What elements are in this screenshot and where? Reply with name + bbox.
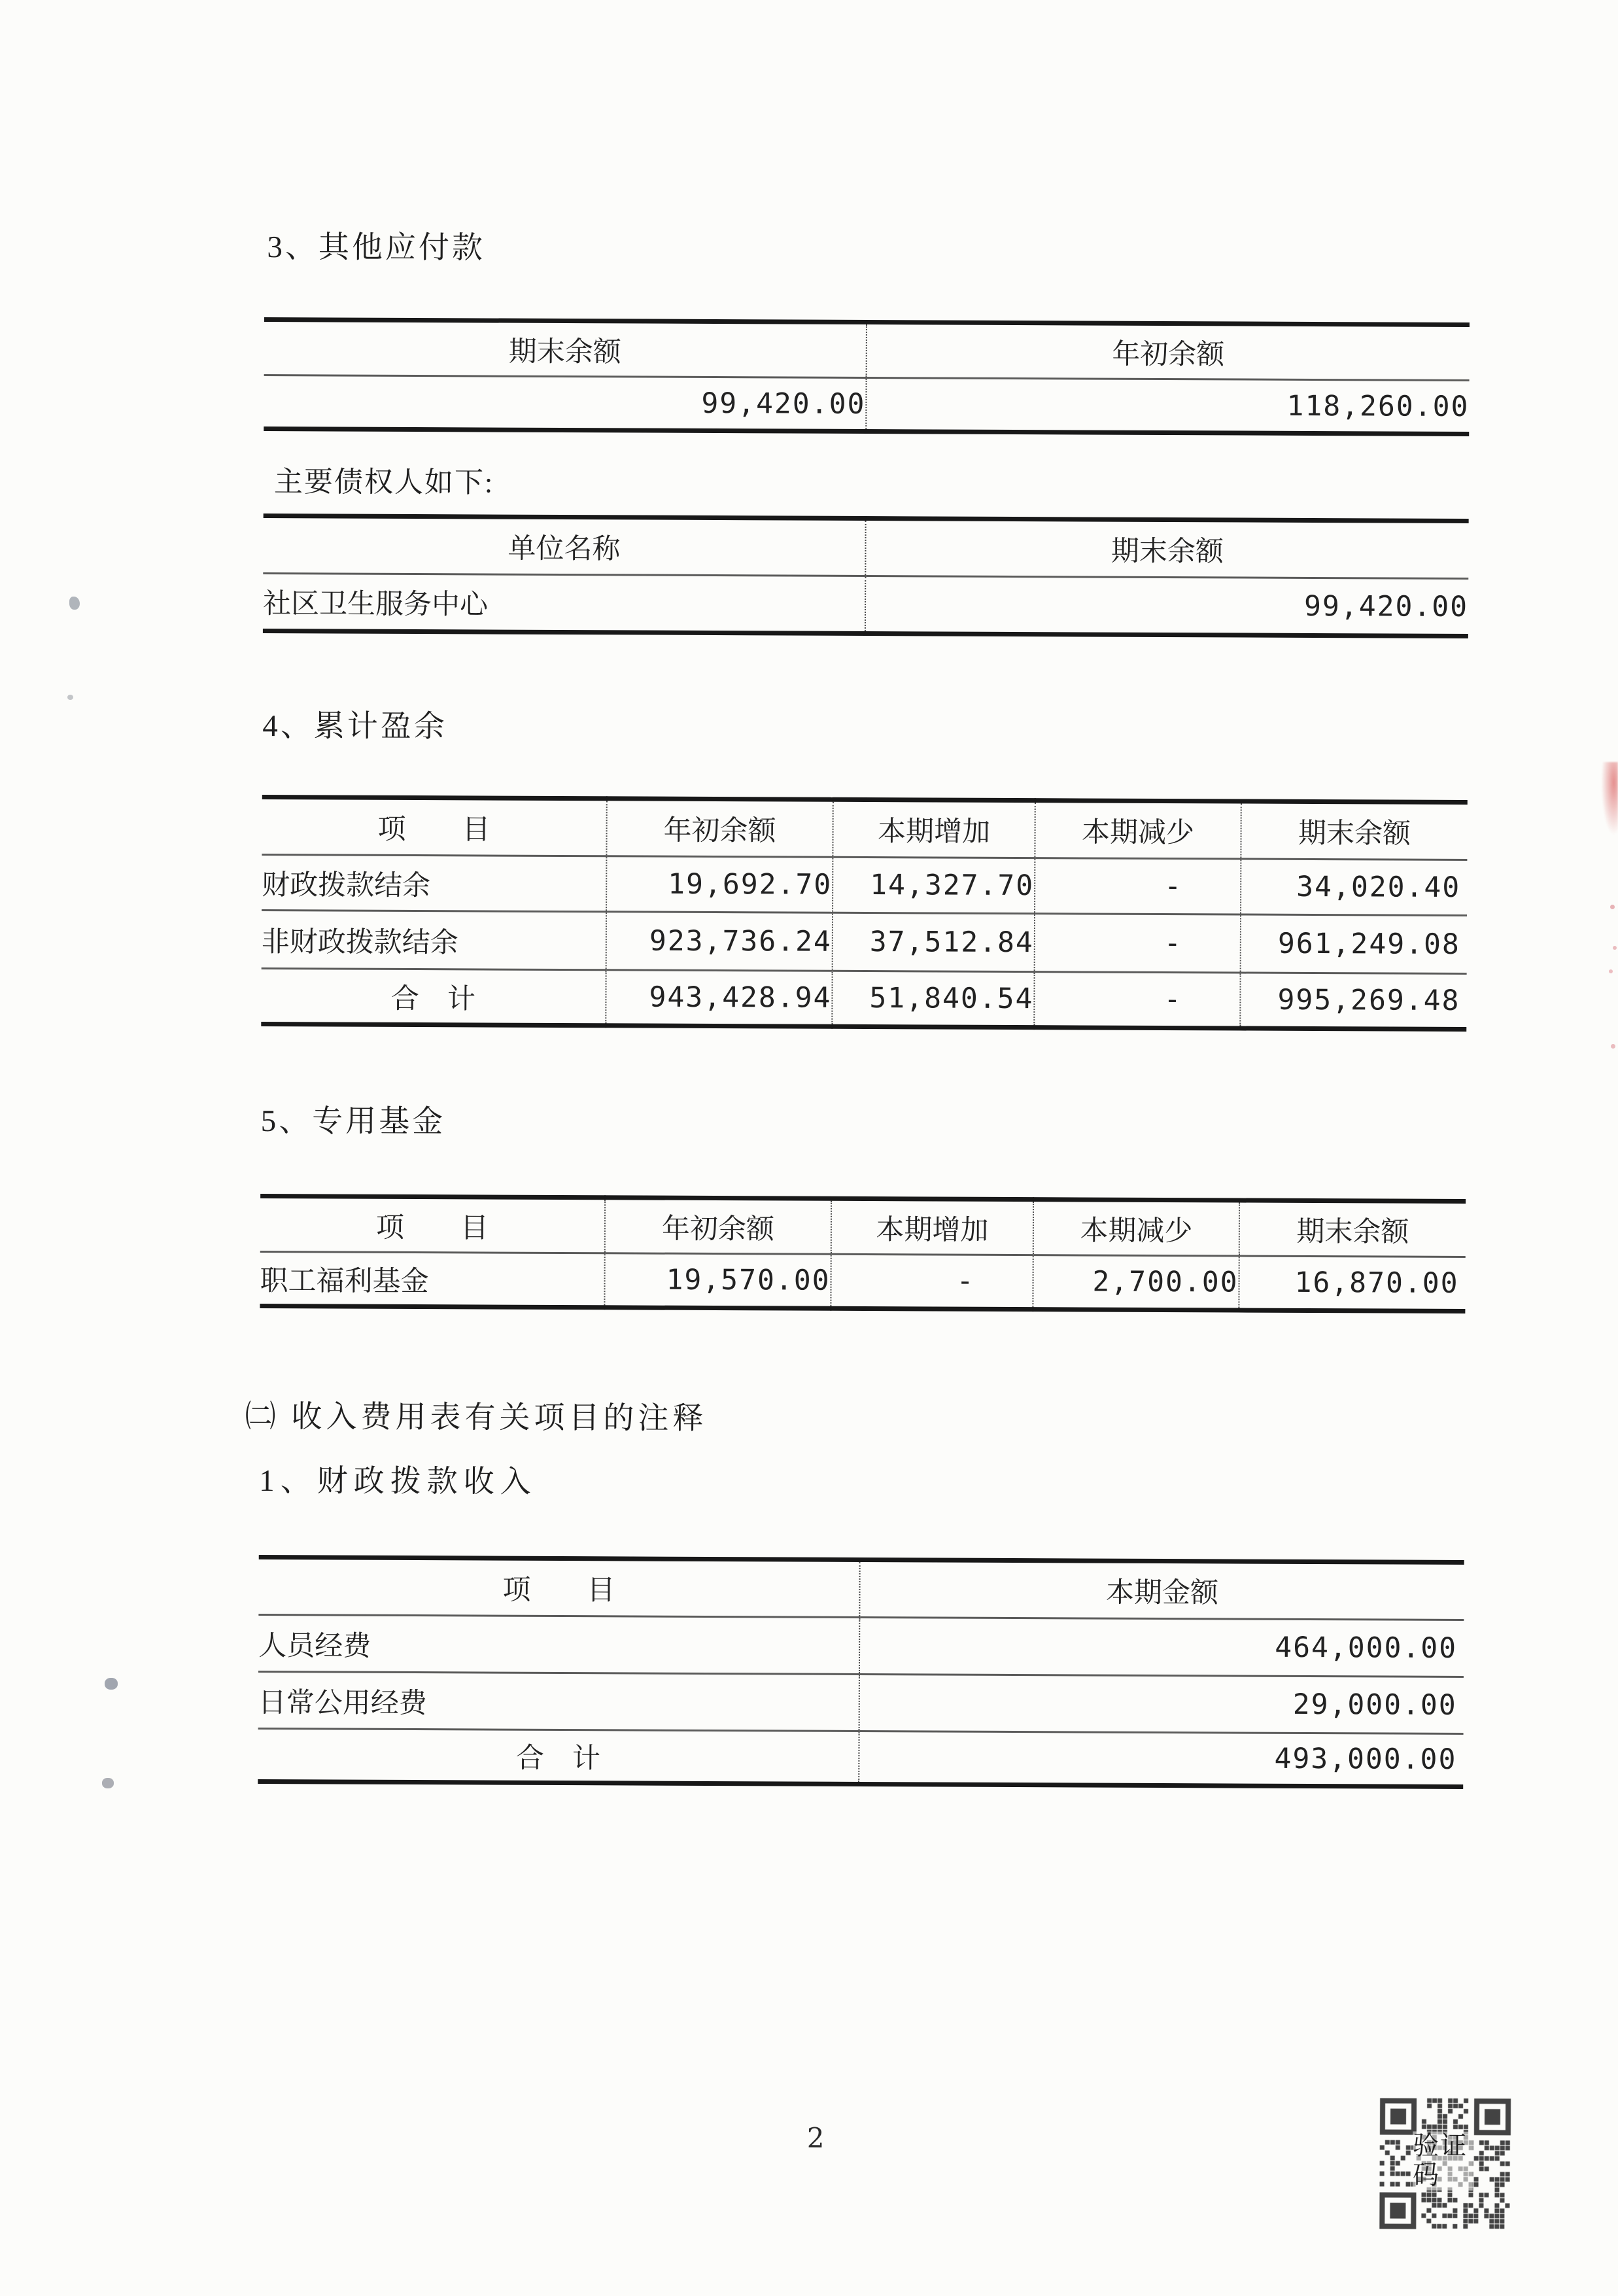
table-cell: 2,700.00 [1033,1255,1239,1310]
table-cell: 财政拨款结余 [262,869,431,901]
table-cell: 合 计 [258,1728,859,1784]
table-header-cell: 本期增加 [831,1198,1033,1255]
table-cell: - [831,1254,1033,1309]
table-header-cell: 期末余额 [1241,801,1467,860]
table-cell: 118,260.00 [866,378,1469,434]
creditors-table [263,513,1469,638]
qr-code [1377,2095,1513,2232]
table-header-cell: 项 目 [262,797,606,856]
table-cell: 923,736.24 [606,912,833,971]
table-cell: 34,020.40 [1241,859,1467,916]
table-cell: 51,840.54 [832,971,1034,1027]
accumulated-surplus-table [261,795,1468,1032]
table-header-cell: 本期增加 [833,799,1035,858]
table-cell: - [1035,914,1241,973]
page-number: 2 [806,2121,825,2154]
table-header-cell: 本期减少 [1035,801,1241,859]
table-header-cell: 单位名称 [263,515,865,576]
table-header-cell: 项 目 [258,1557,859,1617]
creditors-note: 主要债权人如下: [273,466,494,499]
table-cell: 37,512.84 [833,913,1035,971]
table-header-cell: 本期减少 [1033,1200,1239,1256]
table-cell: - [1034,972,1240,1028]
table-cell: 人员经费 [258,1630,371,1662]
table-header-cell: 年初余额 [606,799,833,858]
table-cell: 合 计 [261,968,606,1025]
scan-speck [105,1678,118,1690]
other-payables-balance-table [264,317,1470,436]
red-ink-speck [1610,905,1615,909]
table-cell: 493,000.00 [859,1731,1463,1786]
table-cell: 16,870.00 [1239,1256,1465,1312]
table-cell: 社区卫生服务中心 [262,588,489,621]
heading-accumulated-surplus: 4、累计盈余 [262,708,447,744]
special-funds-table [260,1194,1466,1313]
table-cell: 职工福利基金 [260,1265,429,1297]
scan-speck [102,1778,114,1788]
table-cell: 19,570.00 [604,1253,831,1309]
table-cell: - [1035,858,1241,914]
table-cell: 19,692.70 [606,856,833,913]
scan-speck [69,597,80,610]
red-ink-smudge [1601,762,1618,835]
table-cell: 995,269.48 [1240,973,1466,1030]
table-header-cell: 期末余额 [1239,1200,1466,1257]
table-cell: 99,420.00 [865,576,1468,636]
table-header-cell: 项 目 [260,1196,605,1253]
heading-income-expense-notes: ㈡ 收入费用表有关项目的注释 [245,1399,708,1436]
table-header-cell: 年初余额 [605,1198,831,1255]
heading-fiscal-appropriation-income: 1、财政拨款收入 [259,1463,537,1499]
table-cell: 464,000.00 [859,1617,1464,1677]
table-cell: 日常公用经费 [258,1671,859,1731]
table-cell: 961,249.08 [1241,914,1467,974]
scan-speck [67,695,73,700]
heading-other-payables: 3、其他应付款 [267,230,486,266]
qr-code-label: 验证码 [1413,2131,1473,2190]
red-ink-speck [1611,1044,1615,1049]
table-cell: 29,000.00 [859,1674,1464,1733]
heading-special-funds: 5、专用基金 [260,1104,446,1139]
table-header-cell: 本期金额 [859,1559,1464,1620]
table-header-cell: 年初余额 [867,322,1470,381]
table-header-cell: 期末余额 [264,319,867,377]
table-header-cell: 期末余额 [865,519,1468,579]
red-ink-speck [1613,946,1617,950]
table-cell: 14,327.70 [833,857,1035,913]
table-cell: 99,420.00 [701,387,866,421]
table-cell: 943,428.94 [606,970,832,1027]
red-ink-speck [1609,969,1613,973]
fiscal-appropriation-income-table [258,1555,1464,1789]
table-cell: 非财政拨款结余 [262,910,606,969]
